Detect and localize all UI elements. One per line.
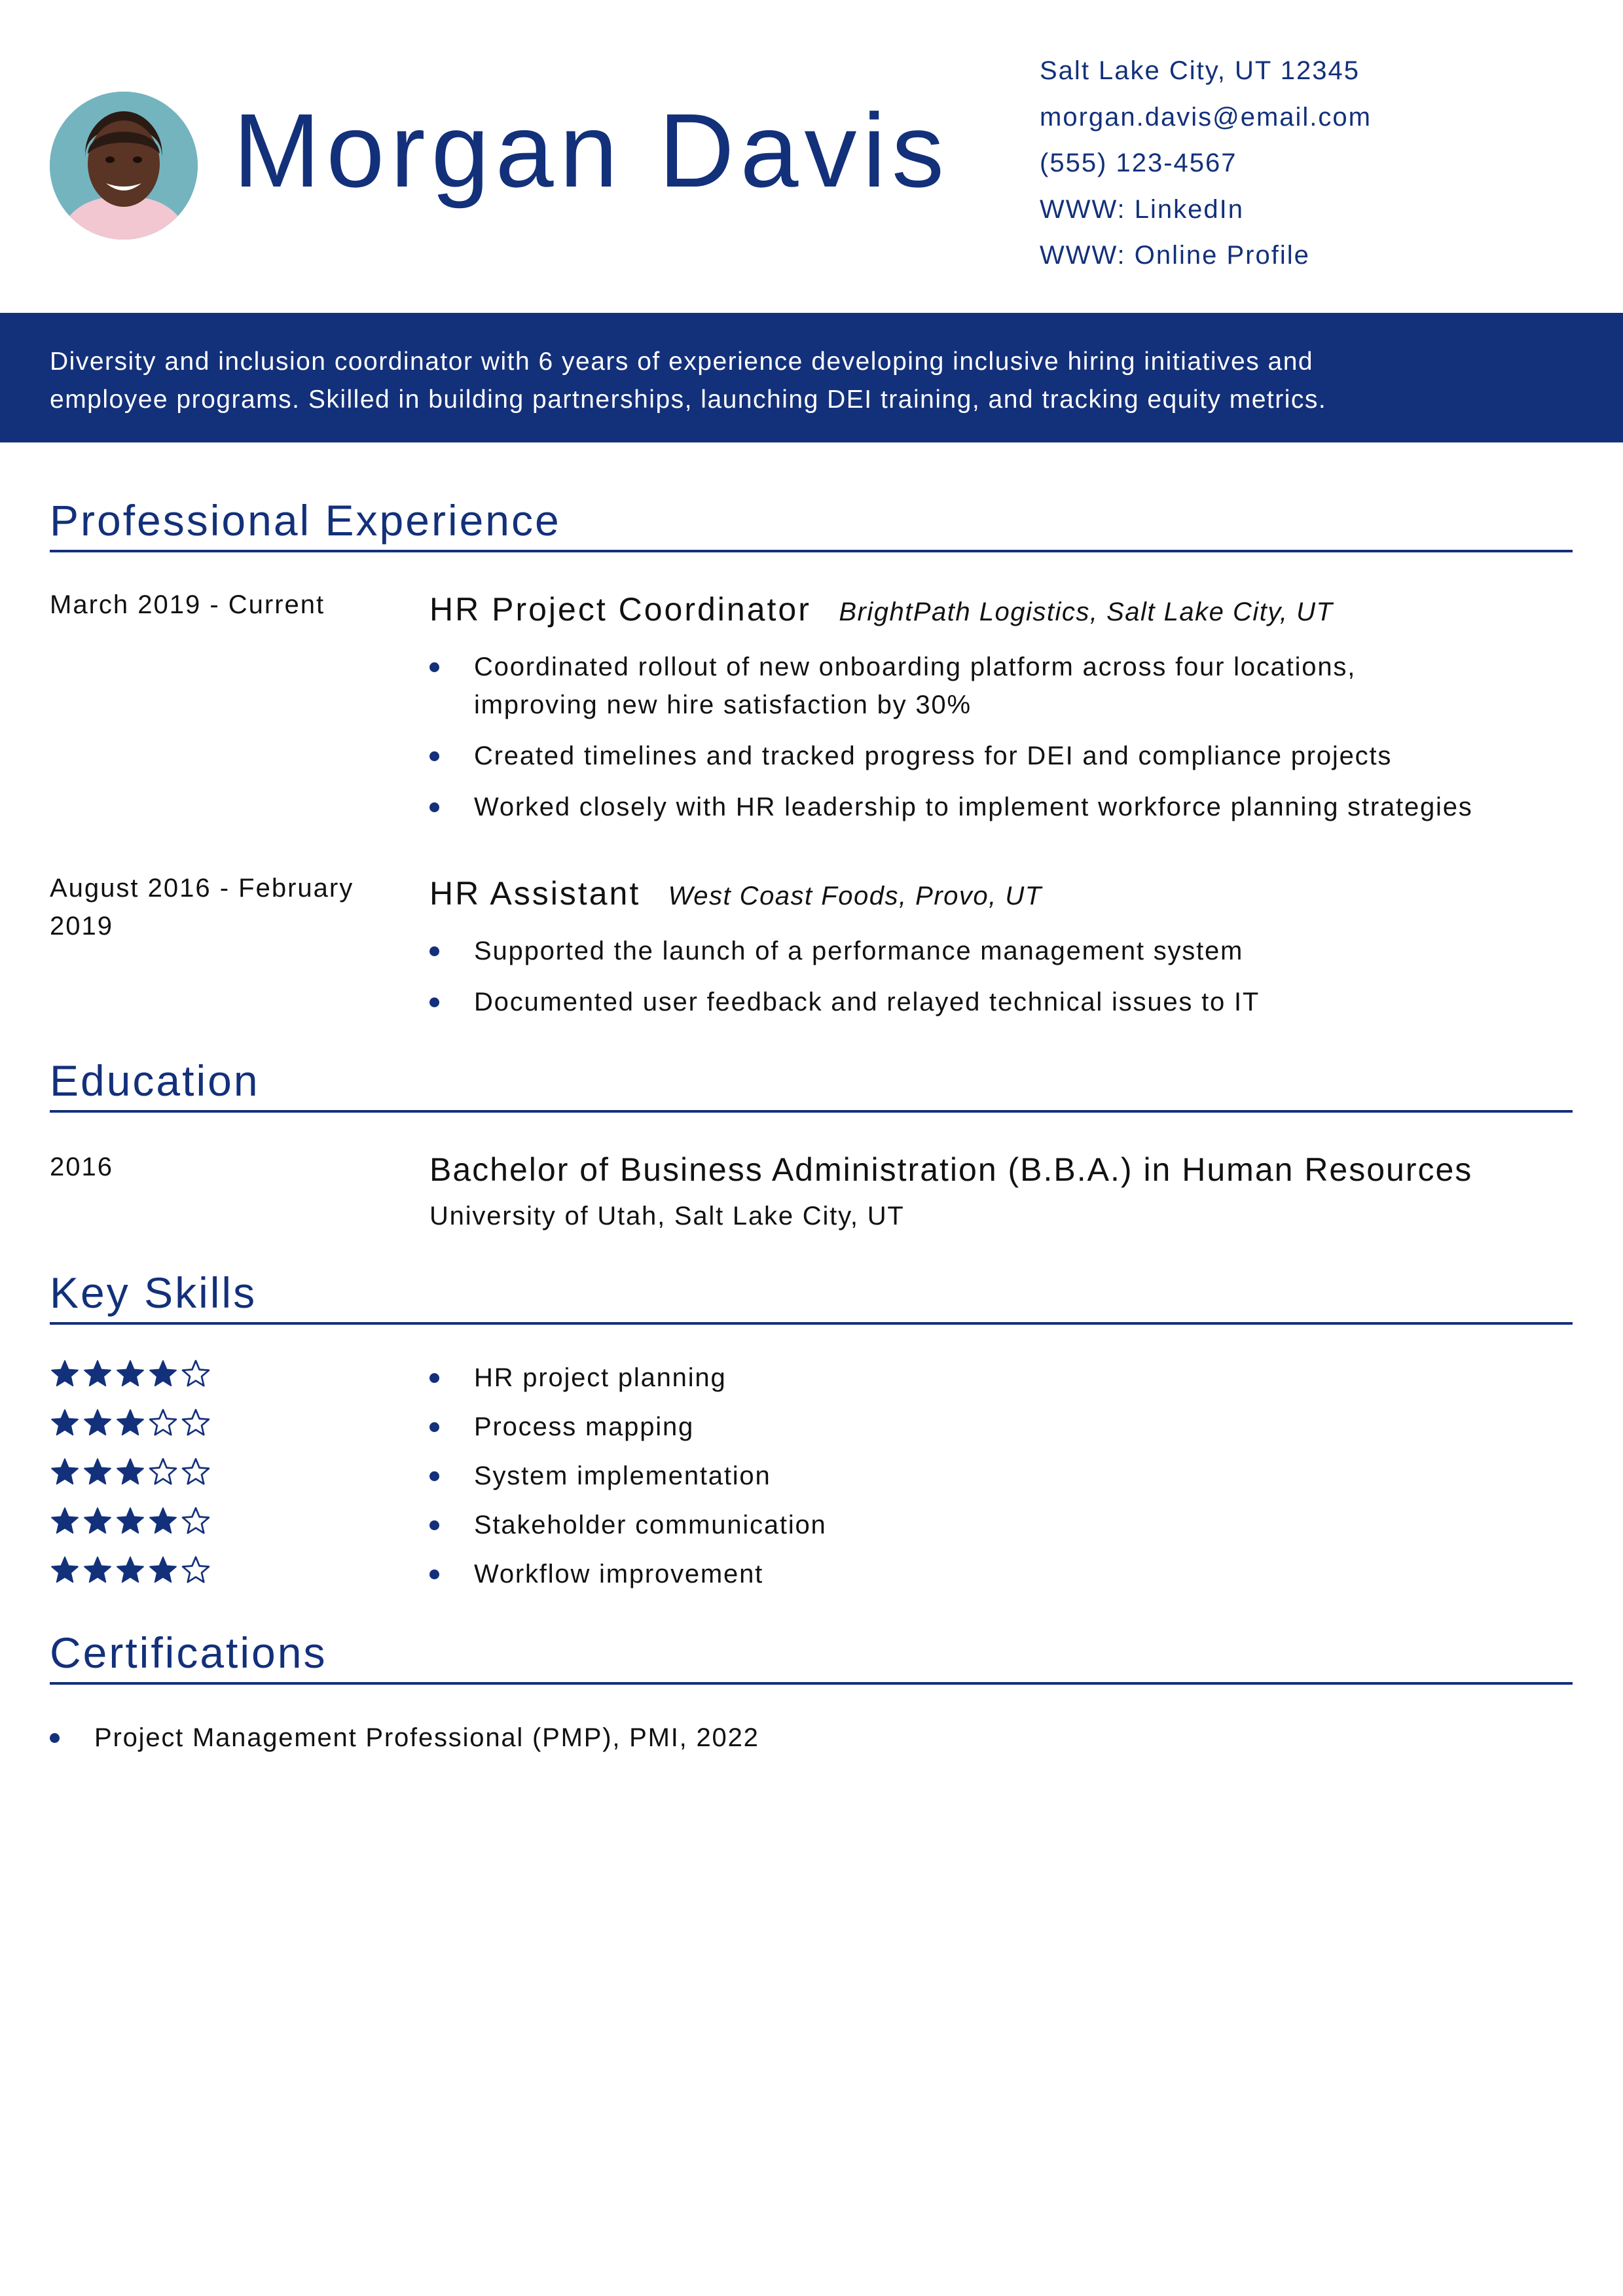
star-empty-icon <box>181 1555 211 1585</box>
star-filled-icon <box>50 1359 80 1389</box>
star-filled-icon <box>115 1359 145 1389</box>
summary-line: Diversity and inclusion coordinator with 6 years of experience developing inclusive hiring initiatives and <box>50 348 1314 376</box>
job-title: HR Assistant <box>429 875 641 912</box>
star-filled-icon <box>82 1408 113 1438</box>
star-empty-icon <box>148 1408 178 1438</box>
job-organization: BrightPath Logistics, Salt Lake City, UT <box>839 598 1334 626</box>
star-empty-icon <box>181 1457 211 1487</box>
education-heading: Education <box>50 1059 1573 1113</box>
skill-item: System implementation <box>429 1457 1346 1506</box>
summary-line: employee programs. Skilled in building partnerships, launching DEI training, and tracking equity metrics. <box>50 386 1327 414</box>
job-dates: March 2019 - Current <box>50 590 325 619</box>
summary-text <box>50 343 1569 419</box>
contact-profile-link[interactable]: WWW: Online Profile <box>1040 241 1310 270</box>
star-filled-icon <box>50 1457 80 1487</box>
skill-item: HR project planning <box>429 1359 1346 1408</box>
skills-list <box>429 1359 1346 1604</box>
skill-item: Process mapping <box>429 1408 1346 1457</box>
star-filled-icon <box>115 1506 145 1536</box>
job-header <box>429 593 1333 626</box>
skill-rating <box>50 1555 211 1588</box>
star-filled-icon <box>148 1555 178 1585</box>
avatar-illustration <box>50 92 198 240</box>
job-bullet: Worked closely with HR leadership to implement workforce planning strategies <box>429 788 1582 826</box>
certifications-list <box>50 1719 1556 1757</box>
certification-item: Project Management Professional (PMP), PMI, 2022 <box>50 1719 1556 1757</box>
skill-rating <box>50 1506 211 1539</box>
star-empty-icon <box>148 1457 178 1487</box>
job-bullets <box>429 932 1582 1021</box>
star-empty-icon <box>181 1408 211 1438</box>
job-bullet: Supported the launch of a performance management system <box>429 932 1582 970</box>
school-name: University of Utah, Salt Lake City, UT <box>429 1202 905 1230</box>
skill-rating <box>50 1408 211 1441</box>
star-filled-icon <box>82 1359 113 1389</box>
job-bullet: Coordinated rollout of new onboarding platform across four locations, improving new hire satisfaction by 30% <box>429 648 1582 724</box>
experience-heading: Professional Experience <box>50 499 1573 552</box>
contact-phone[interactable]: (555) 123-4567 <box>1040 149 1237 177</box>
contact-linkedin-link[interactable]: WWW: LinkedIn <box>1040 194 1244 224</box>
star-filled-icon <box>82 1457 113 1487</box>
star-filled-icon <box>50 1506 80 1536</box>
degree-title: Bachelor of Business Administration (B.B.A.) in Human Resources <box>429 1151 1473 1188</box>
star-filled-icon <box>115 1555 145 1585</box>
job-title: HR Project Coordinator <box>429 591 811 628</box>
skill-rating <box>50 1457 211 1490</box>
skills-heading: Key Skills <box>50 1271 1573 1325</box>
certifications-heading: Certifications <box>50 1631 1573 1685</box>
skill-item: Stakeholder communication <box>429 1506 1346 1555</box>
star-filled-icon <box>115 1408 145 1438</box>
contact-block <box>1040 52 1372 283</box>
star-filled-icon <box>148 1506 178 1536</box>
star-filled-icon <box>50 1408 80 1438</box>
skill-rating <box>50 1359 211 1391</box>
star-filled-icon <box>82 1555 113 1585</box>
job-bullet: Created timelines and tracked progress for DEI and compliance projects <box>429 737 1582 775</box>
job-dates: August 2016 - February 2019 <box>50 874 354 941</box>
candidate-name: Morgan Davis <box>233 92 951 209</box>
education-year: 2016 <box>50 1153 113 1181</box>
profile-photo <box>50 92 198 240</box>
contact-email[interactable]: morgan.davis@email.com <box>1040 102 1372 132</box>
star-filled-icon <box>82 1506 113 1536</box>
job-bullet: Documented user feedback and relayed technical issues to IT <box>429 983 1582 1021</box>
contact-address: Salt Lake City, UT 12345 <box>1040 56 1360 85</box>
job-header <box>429 877 1042 910</box>
skill-item: Workflow improvement <box>429 1555 1346 1604</box>
job-organization: West Coast Foods, Provo, UT <box>668 882 1042 910</box>
job-bullets <box>429 648 1582 826</box>
star-filled-icon <box>50 1555 80 1585</box>
star-filled-icon <box>148 1359 178 1389</box>
star-empty-icon <box>181 1359 211 1389</box>
star-empty-icon <box>181 1506 211 1536</box>
star-filled-icon <box>115 1457 145 1487</box>
